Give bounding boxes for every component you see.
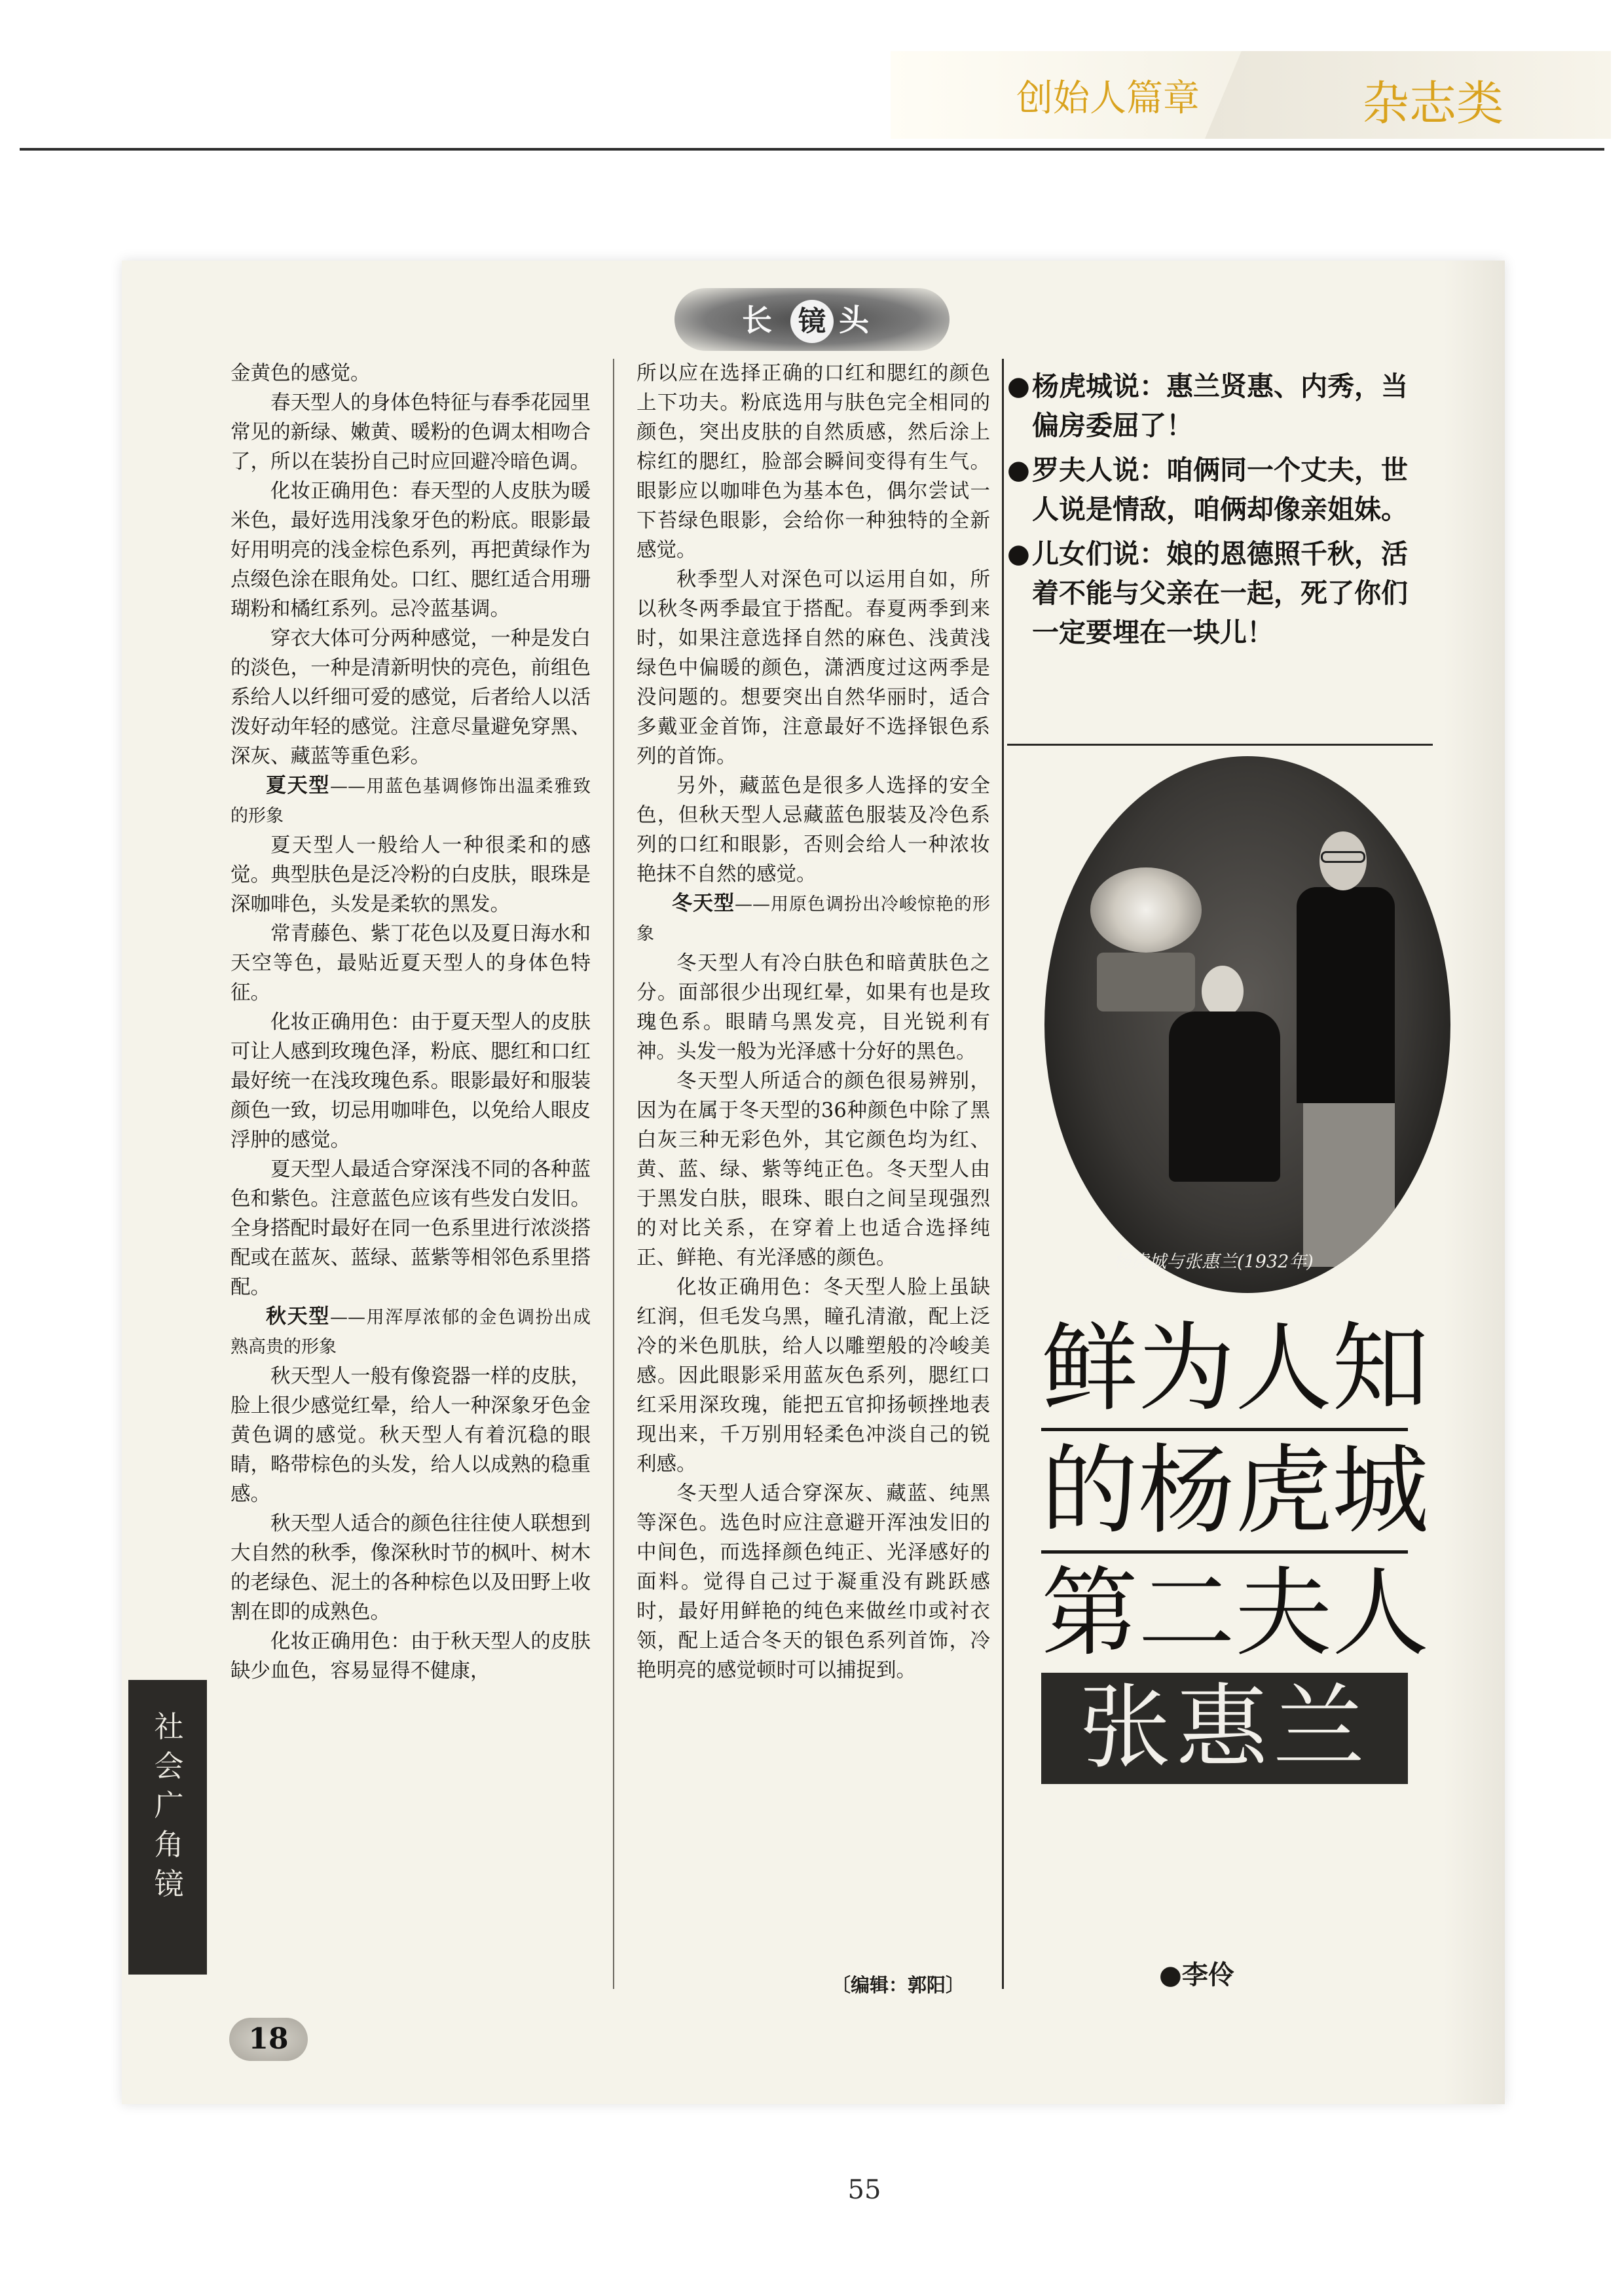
page-number: 55 <box>847 2175 881 2205</box>
pull-quote <box>1007 450 1420 529</box>
pull-quote-text: 罗夫人说：咱俩同一个丈夫，世人说是情敌，咱俩却像亲姐妹。 <box>1032 454 1408 525</box>
column-name-char: 镜 <box>154 1867 184 1901</box>
article-column-1 <box>231 359 591 1686</box>
headline-rule <box>1041 1428 1408 1431</box>
article-paragraph: 常青藤色、紫丁花色以及夏日海水和天空等色，最贴近夏天型人的身体色特征。 <box>231 922 591 1004</box>
header-rule <box>20 148 1604 151</box>
photo-flower-arrangement <box>1090 867 1202 953</box>
article-paragraph: 秋天型人适合的颜色往往使人联想到大自然的秋季，像深秋时节的枫叶、树木的老绿色、泥土的各种棕色以及田野上收割在即的成熟色。 <box>231 1512 591 1624</box>
header-section-title: 创始人篇章 <box>1016 77 1200 120</box>
article-paragraph: 冬天型人有冷白肤色和暗黄肤色之分。面部很少出现红晕，如果有也是玫瑰色系。眼睛乌黑发亮，目光锐利有神。头发一般为光泽感十分好的黑色。 <box>637 952 990 1063</box>
article-paragraph: 春天型人的身体色特征与春季花园里常见的新绿、嫩黄、暖粉的色调太相吻合了，所以在装扮自己时应回避冷暗色调。 <box>231 392 591 473</box>
photo-flower-stand <box>1097 953 1195 1011</box>
pull-quote <box>1007 367 1420 445</box>
column-name-char: 广 <box>154 1788 184 1823</box>
pull-quote <box>1007 534 1420 652</box>
article-paragraph: 金黄色的感觉。 <box>231 362 371 385</box>
section-label-char-circled: 镜 <box>790 300 834 343</box>
photo-man-glasses <box>1321 851 1365 863</box>
photo-man-jacket <box>1297 887 1395 1103</box>
article-subheading <box>231 771 591 831</box>
column-name <box>149 1707 189 1904</box>
editor-credit: 〔编辑：郭阳〕 <box>832 1974 965 1996</box>
subheading-tagline: ——用蓝色基调修饰出温柔雅致的形象 <box>231 776 591 826</box>
quotes-rule <box>1007 744 1433 746</box>
pull-quote-text: 杨虎城说：惠兰贤惠、内秀，当偏房委屈了！ <box>1032 371 1408 441</box>
column-divider-bold <box>1002 359 1004 1989</box>
article-paragraph: 穿衣大体可分两种感觉，一种是发白的淡色，一种是清新明快的亮色，前组色系给人以纤细可爱的感觉，后者给人以活泼好动年轻的感觉。注意尽量避免穿黑、深灰、藏蓝等重色彩。 <box>231 627 591 768</box>
headline-block <box>1041 1312 1429 1784</box>
subheading-season: 秋天型 <box>266 1305 330 1328</box>
column-name-char: 会 <box>154 1749 184 1783</box>
headline-line: 的杨虎城 <box>1041 1434 1429 1547</box>
bullet-icon: ● <box>1007 539 1030 569</box>
article-paragraph: 秋天型人一般有像瓷器一样的皮肤，脸上很少感觉红晕，给人一种深象牙色金黄色调的感觉。秋天型人有着沉稳的眼睛，略带棕色的头发，给人以成熟的稳重感。 <box>231 1365 591 1506</box>
article-paragraph: 夏天型人最适合穿深浅不同的各种蓝色和紫色。注意蓝色应该有些发白发旧。全身搭配时最好在同一色系里进行浓淡搭配或在蓝灰、蓝绿、蓝紫等相邻色系里搭配。 <box>231 1158 591 1299</box>
article-paragraph: 夏天型人一般给人一种很柔和的感觉。典型肤色是泛冷粉的白皮肤，眼珠是深咖啡色，头发是柔软的黑发。 <box>231 834 591 916</box>
bullet-icon: ● <box>1007 371 1030 401</box>
headline-line: 第二夫人 <box>1041 1557 1429 1669</box>
article-paragraph: 化妆正确用色：冬天型人脸上虽缺红润，但毛发乌黑，瞳孔清澈，配上泛冷的米色肌肤，给人以雕塑般的冷峻美感。因此眼影采用蓝灰色系列，腮红口红采用深玫瑰，能把五官抑扬顿挫地表现出来，千万别用轻柔色冲淡自己的锐利感。 <box>637 1276 990 1476</box>
header-category: 杂志类 <box>1362 76 1504 131</box>
section-label-pill <box>674 288 950 351</box>
subheading-tagline: ——用原色调扮出冷峻惊艳的形象 <box>637 894 990 944</box>
photo-woman-figure <box>1202 966 1244 1017</box>
author-byline: ●李伶 <box>1159 1960 1234 1990</box>
article-paragraph: 另外，藏蓝色是很多人选择的安全色，但秋天型人忌藏蓝色服装及冷色系列的口红和眼影，否则会给人一种浓妆艳抹不自然的感觉。 <box>637 774 990 886</box>
column-name-char: 社 <box>154 1709 184 1744</box>
bullet-icon: ● <box>1007 455 1030 485</box>
headline-name: 张惠兰 <box>1079 1675 1370 1781</box>
article-column-2 <box>637 359 990 1685</box>
subheading-season: 夏天型 <box>266 774 330 797</box>
inner-page-badge <box>229 2018 308 2061</box>
photo-woman-robe <box>1169 1011 1280 1182</box>
scan-edge-shadow <box>1444 261 1505 2104</box>
article-paragraph: 化妆正确用色：由于夏天型人的皮肤可让人感到玫瑰色泽，粉底、腮红和口红最好统一在浅玫瑰色系。眼影最好和服装颜色一致，切忌用咖啡色，以免给人眼皮浮肿的感觉。 <box>231 1011 591 1152</box>
article-paragraph: 化妆正确用色：春天型的人皮肤为暖米色，最好选用浅象牙色的粉底。眼影最好用明亮的浅金棕色系列，再把黄绿作为点缀色涂在眼角处。口红、腮红适合用珊瑚粉和橘红系列。忌冷蓝基调。 <box>231 480 591 621</box>
quote-list <box>1007 367 1420 657</box>
subheading-season: 冬天型 <box>672 892 735 915</box>
pull-quote-text: 儿女们说：娘的恩德照千秋，活着不能与父亲在一起，死了你们一定要埋在一块儿！ <box>1032 538 1408 648</box>
photo-man-robe <box>1303 1097 1395 1267</box>
article-paragraph: 冬天型人所适合的颜色很易辨别，因为在属于冬天型的36种颜色中除了黑白灰三种无彩色外，其它颜色均为红、黄、蓝、绿、紫等纯正色。冬天型人由于黑发白肤，眼珠、眼白之间呈现强烈的对比关系，在穿着上也适合选择纯正、鲜艳、有光泽感的颜色。 <box>637 1070 990 1269</box>
historical-photo <box>1044 756 1450 1293</box>
headline-line: 鲜为人知 <box>1041 1312 1429 1425</box>
section-label-char: 长 <box>742 302 785 338</box>
section-label <box>742 297 882 343</box>
subheading-tagline: ——用浑厚浓郁的金色调扮出成熟高贵的形象 <box>231 1307 591 1357</box>
article-paragraph: 所以应在选择正确的口红和腮红的颜色上下功夫。粉底选用与肤色完全相同的颜色，突出皮肤的自然质感，然后涂上棕红的腮红，脸部会瞬间变得有生气。眼影应以咖啡色为基本色，偶尔尝试一下苔绿色眼影，会给你一种独特的全新感觉。 <box>637 362 990 562</box>
article-subheading <box>637 889 990 949</box>
column-divider <box>613 359 614 1989</box>
article-paragraph: 化妆正确用色：由于秋天型人的皮肤缺少血色，容易显得不健康， <box>231 1630 591 1683</box>
section-label-char: 头 <box>839 302 882 338</box>
photo-caption: 杨虎城与张惠兰(1932年) <box>1113 1252 1314 1272</box>
article-paragraph: 秋季型人对深色可以运用自如，所以秋冬两季最宜于搭配。春夏两季到来时，如果注意选择自然的麻色、浅黄浅绿色中偏暖的颜色，潇洒度过这两季是没问题的。想要突出自然华丽时，适合多戴亚金首饰，注意最好不选择银色系列的首饰。 <box>637 568 990 768</box>
inner-page-number: 18 <box>248 2022 289 2056</box>
column-name-char: 角 <box>154 1827 184 1862</box>
headline-rule <box>1041 1550 1408 1554</box>
article-subheading <box>231 1302 591 1362</box>
headline-name-box <box>1041 1673 1408 1784</box>
article-paragraph: 冬天型人适合穿深灰、藏蓝、纯黑等深色。选色时应注意避开浑浊发旧的中间色，而选择颜色纯正、光泽感好的面料。觉得自己过于凝重没有跳跃感时，最好用鲜艳的纯色来做丝巾或衬衣领，配上适合冬天的银色系列首饰，冷艳明亮的感觉顿时可以捕捉到。 <box>637 1482 990 1682</box>
